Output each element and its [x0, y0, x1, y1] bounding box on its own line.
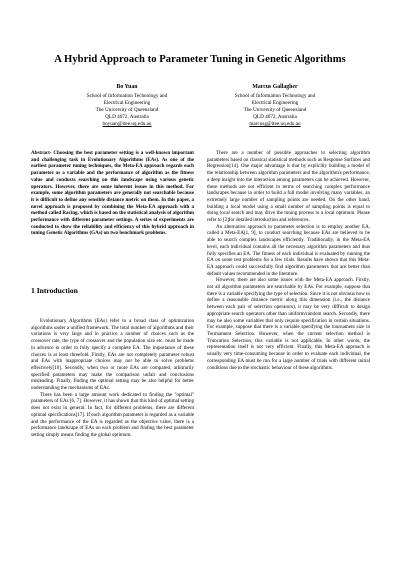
abstract [31, 150, 194, 237]
author-department: School of Information Technology and [86, 92, 168, 99]
author-department-2: Electrical Engineering [103, 99, 151, 106]
right-column-body [207, 150, 370, 371]
author-email-link[interactable]: boyuan@itee.uq.edu.au [102, 121, 152, 128]
author-name: Bo Yuan [116, 84, 138, 90]
body-paragraph: Evolutionary Algorithms (EAs) refer to a broad class of optimization algorithms under a unified framework. The total number of algorithms and their variations is very large and in practice a number of choices such as the crossover rate, the type of crossover and the population size etc. must be made in advance in order to fully specify a complete EA. The importance of these choices is at least threefold. Firstly, EAs are not completely parameter robust and EAs with inappropriate choices may not be able to solve problems effectively[10]. Secondly, when two or more EAs are compared, arbitrarily specified parameters may make the comparison unfair and conclusions misleading. Finally, finding the optimal setting may be also helpful for better understanding the mechanisms of EAs. [31, 318, 194, 392]
author-block-1 [52, 83, 202, 129]
body-paragraph: There are a number of possible approaches to selecting algorithm parameters based on classical statistical methods such as Response Surfaces and Regression[14]. One major advantage is that by explicitly building a model of the relationship between algorithm parameters and the algorithm's performance, a deep insight into the interaction among parameters can be achieved. However, these methods are not efficient in terms of searching complex performance landscapes because in order to build a full model involving many variables, an extremely large number of sampling points are needed. On the other hand, building a local model using a small number of sampling points is equal to doing local search and may drive the tuning process to a local optimum. Please refer to [2]for detailed introduction and references. [207, 150, 370, 224]
body-paragraph: However, there are also some issues with the Meta-EA approach. Firstly, not all algorithm parameters are searchable by EAs. For example, suppose that there is a variable specifying the type of selection. Since it is not obvious how to define a reasonable distance metric along this dimension (i.e., the distance between each pair of selection operators), it may be very difficult to design appropriate search operators other than uniform/random search. Secondly, there may be also some variables that only require specification in certain situations. For example, suppose that there is a variable specifying the tournament size in Tournament Selection. However, when the current selection method is Truncation Selection, this variable is not applicable. In other words, the representation itself is not very efficient. Finally, this Meta-EA approach is usually very time-consuming because in order to evaluate each individual, the corresponding EA must be run for a large number of trials with different initial conditions due to the stochastic behaviour of these algorithms. [207, 277, 370, 371]
abstract-text: Abstract- Choosing the best parameter setting is a well-known important and challenging task in Evolutionary Algorithms (EAs). As one of the earliest parameter tuning techniques, the Meta-EA approach regards each parameter as a variable and the performance of algorithm as the fitness value and conducts searching on this landscape using various genetic operators. However, there are some inherent issues in this method. For example, some algorithm parameters are generally not searchable because it is difficult to define any sensible distance metric on them. In this paper, a novel approach is proposed by combining the Meta-EA approach with a method called Racing, which is based on the statistical analysis of algorithm performance with different parameter settings. A series of experiments are conducted to show the reliability and efficiency of this hybrid approach in tuning Genetic Algorithms (GAs) on two benchmark problems. [31, 150, 194, 237]
author-university: The University of Queensland [95, 107, 159, 113]
section-heading-introduction: 1 Introduction [31, 286, 78, 295]
author-department-2: Electrical Engineering [251, 99, 299, 106]
author-university: The University of Queensland [243, 107, 307, 113]
author-name: Marcus Gallagher [252, 84, 298, 90]
body-paragraph: An alternative approach to parameter selection is to employ another EA, called a Meta-EA[1, 9], to conduct searching because EAs are believed to be able to search complex landscapes efficiently. Traditionally, in the Meta-EA level, each individual contains all the necessary algorithm parameters and thus fully specifies an EA. The fitness of each individual is evaluated by running the EA on some test problems for a few trials. Results have shown that this Meta-EA approach could successfully find algorithm parameters that are better than default values recommended in the literature. [207, 223, 370, 277]
author-address: QLD 4072, Australia [105, 114, 149, 121]
body-paragraph: There has been a large amount work dedicated to finding the "optimal" parameters of EAs [6, 7]. However, it has shown that this kind of optimal setting does not exist in general. In fact, for different problems, there are different optimal specifications[17]. If each algorithm parameter is regarded as a variable and the performance of the EA is regarded as the objective value, there is a performance landscape of EAs on each problem and finding the best parameter setting simply means finding the global optimum. [31, 391, 194, 438]
author-block-2 [200, 83, 350, 129]
author-department: School of Information Technology and [234, 92, 316, 99]
paper-title: A Hybrid Approach to Parameter Tuning in Genetic Algorithms [54, 54, 346, 65]
left-column-body [31, 318, 194, 439]
author-address: QLD 4072, Australia [253, 114, 297, 121]
author-email-link[interactable]: marcusg@itee.uq.edu.au [249, 121, 301, 128]
